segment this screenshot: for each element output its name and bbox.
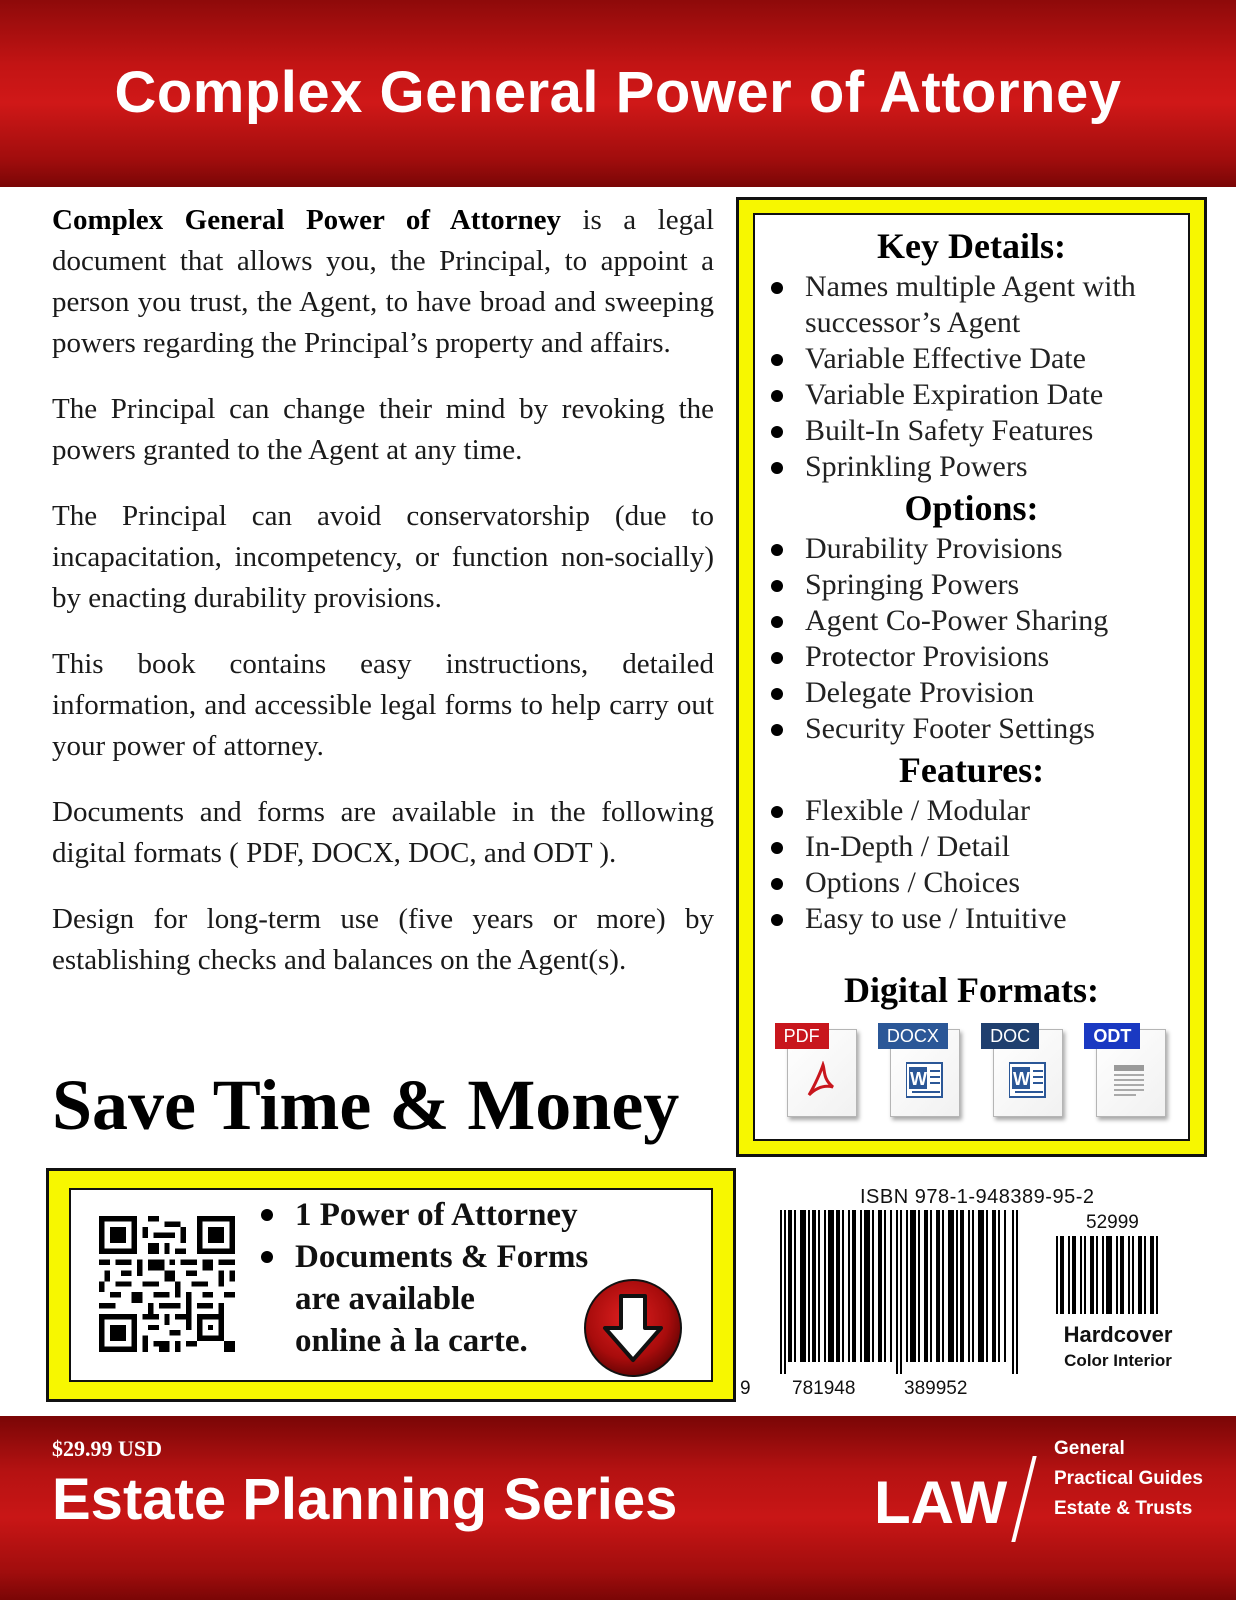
list-item: Options / Choices <box>767 865 1188 901</box>
docx-file-icon <box>878 1023 962 1119</box>
isbn-barcode <box>780 1210 1020 1374</box>
list-item: Flexible / Modular <box>767 793 1188 829</box>
title-banner <box>0 0 1236 187</box>
barcode-digits-left: 781948 <box>792 1378 856 1399</box>
options-list <box>755 531 1188 747</box>
category-list <box>1054 1434 1203 1524</box>
digital-formats-title: Digital Formats: <box>844 970 1099 1010</box>
features-title: Features: <box>898 750 1045 790</box>
key-details-list <box>755 269 1188 485</box>
format-icons <box>755 1013 1188 1119</box>
list-item: Variable Effective Date <box>767 341 1188 377</box>
description-block <box>52 200 714 1006</box>
options-title: Options: <box>904 488 1039 528</box>
price-code: 52999 <box>1086 1212 1139 1233</box>
barcode-digit-lead: 9 <box>740 1378 751 1399</box>
description-paragraph: The Principal can change their mind by revoking the powers granted to the Agent at any time. <box>52 393 714 466</box>
footer-banner <box>0 1416 1236 1600</box>
barcode-area <box>740 1186 1200 1401</box>
list-item: Sprinkling Powers <box>767 449 1188 485</box>
category-item: Practical Guides <box>1054 1468 1203 1489</box>
list-item-continuation: online à la carte. <box>295 1323 528 1359</box>
law-logo: LAW <box>874 1469 1008 1536</box>
series-title: Estate Planning Series <box>52 1467 678 1532</box>
features-list <box>755 793 1188 937</box>
description-lead: Complex General Power of Attorney <box>52 204 561 236</box>
writer-document-icon <box>1112 1061 1152 1101</box>
list-item: Names multiple Agent with successor’s Agent <box>767 269 1188 341</box>
online-panel-frame <box>46 1168 736 1402</box>
description-paragraph: Design for long-term use (five years or more) by establishing checks and balances on the Agent(s). <box>52 903 714 976</box>
acrobat-icon <box>803 1061 843 1101</box>
list-item: Springing Powers <box>767 567 1188 603</box>
docx-label: DOCX <box>878 1023 948 1049</box>
book-title: Complex General Power of Attorney <box>114 60 1122 125</box>
interior-type: Color Interior <box>1064 1351 1172 1370</box>
doc-label: DOC <box>981 1023 1039 1049</box>
description-paragraph <box>52 200 714 364</box>
odt-file-icon <box>1084 1023 1168 1119</box>
list-item: In-Depth / Detail <box>767 829 1188 865</box>
tagline: Save Time & Money <box>52 1065 680 1145</box>
law-slash-divider <box>1011 1456 1036 1542</box>
svg-text:W: W <box>909 1069 927 1089</box>
list-item: 1 Power of Attorney <box>259 1194 588 1236</box>
pdf-file-icon <box>775 1023 859 1119</box>
isbn-number: ISBN 978-1-948389-95-2 <box>860 1186 1095 1208</box>
description-paragraph: This book contains easy instructions, detailed information, and accessible legal forms to help carry out your power of attorney. <box>52 648 714 762</box>
details-panel-frame <box>736 197 1207 1157</box>
binding-type: Hardcover <box>1063 1322 1173 1347</box>
doc-file-icon <box>981 1023 1065 1119</box>
down-arrow-icon[interactable] <box>581 1276 685 1380</box>
details-panel <box>753 213 1190 1141</box>
list-item: Protector Provisions <box>767 639 1188 675</box>
online-panel <box>69 1188 713 1382</box>
description-paragraph: The Principal can avoid conservatorship (due to incapacitation, incompetency, or function non-socially) by enacting durability provisions. <box>52 500 714 614</box>
description-lead-rest: is a legal document that allows you, the Principal, to appoint a person you trust, the Agent, to have broad and sweeping powers regarding the Principal’s property and affairs. <box>52 204 715 359</box>
qr-code[interactable] <box>99 1216 235 1352</box>
pdf-label: PDF <box>775 1023 829 1049</box>
online-list <box>259 1194 588 1362</box>
category-item: General <box>1054 1438 1125 1459</box>
list-item: Durability Provisions <box>767 531 1188 567</box>
list-item: Easy to use / Intuitive <box>767 901 1188 937</box>
category-item: Estate & Trusts <box>1054 1498 1193 1519</box>
svg-text:W: W <box>1013 1069 1031 1089</box>
price-barcode <box>1056 1236 1160 1314</box>
list-item: Built-In Safety Features <box>767 413 1188 449</box>
key-details-title: Key Details: <box>877 226 1066 266</box>
list-item: Security Footer Settings <box>767 711 1188 747</box>
list-item: Agent Co-Power Sharing <box>767 603 1188 639</box>
list-item-continuation: are available <box>295 1281 475 1317</box>
word-icon <box>1009 1061 1049 1101</box>
word-icon <box>906 1061 946 1101</box>
description-paragraph: Documents and forms are available in the following digital formats ( PDF, DOCX, DOC, and ODT ). <box>52 796 714 869</box>
list-item: Delegate Provision <box>767 675 1188 711</box>
list-item: Documents & Forms <box>259 1236 588 1278</box>
odt-label: ODT <box>1084 1023 1140 1049</box>
list-item: Variable Expiration Date <box>767 377 1188 413</box>
barcode-digits-right: 389952 <box>904 1378 968 1399</box>
price: $29.99 USD <box>52 1436 163 1461</box>
